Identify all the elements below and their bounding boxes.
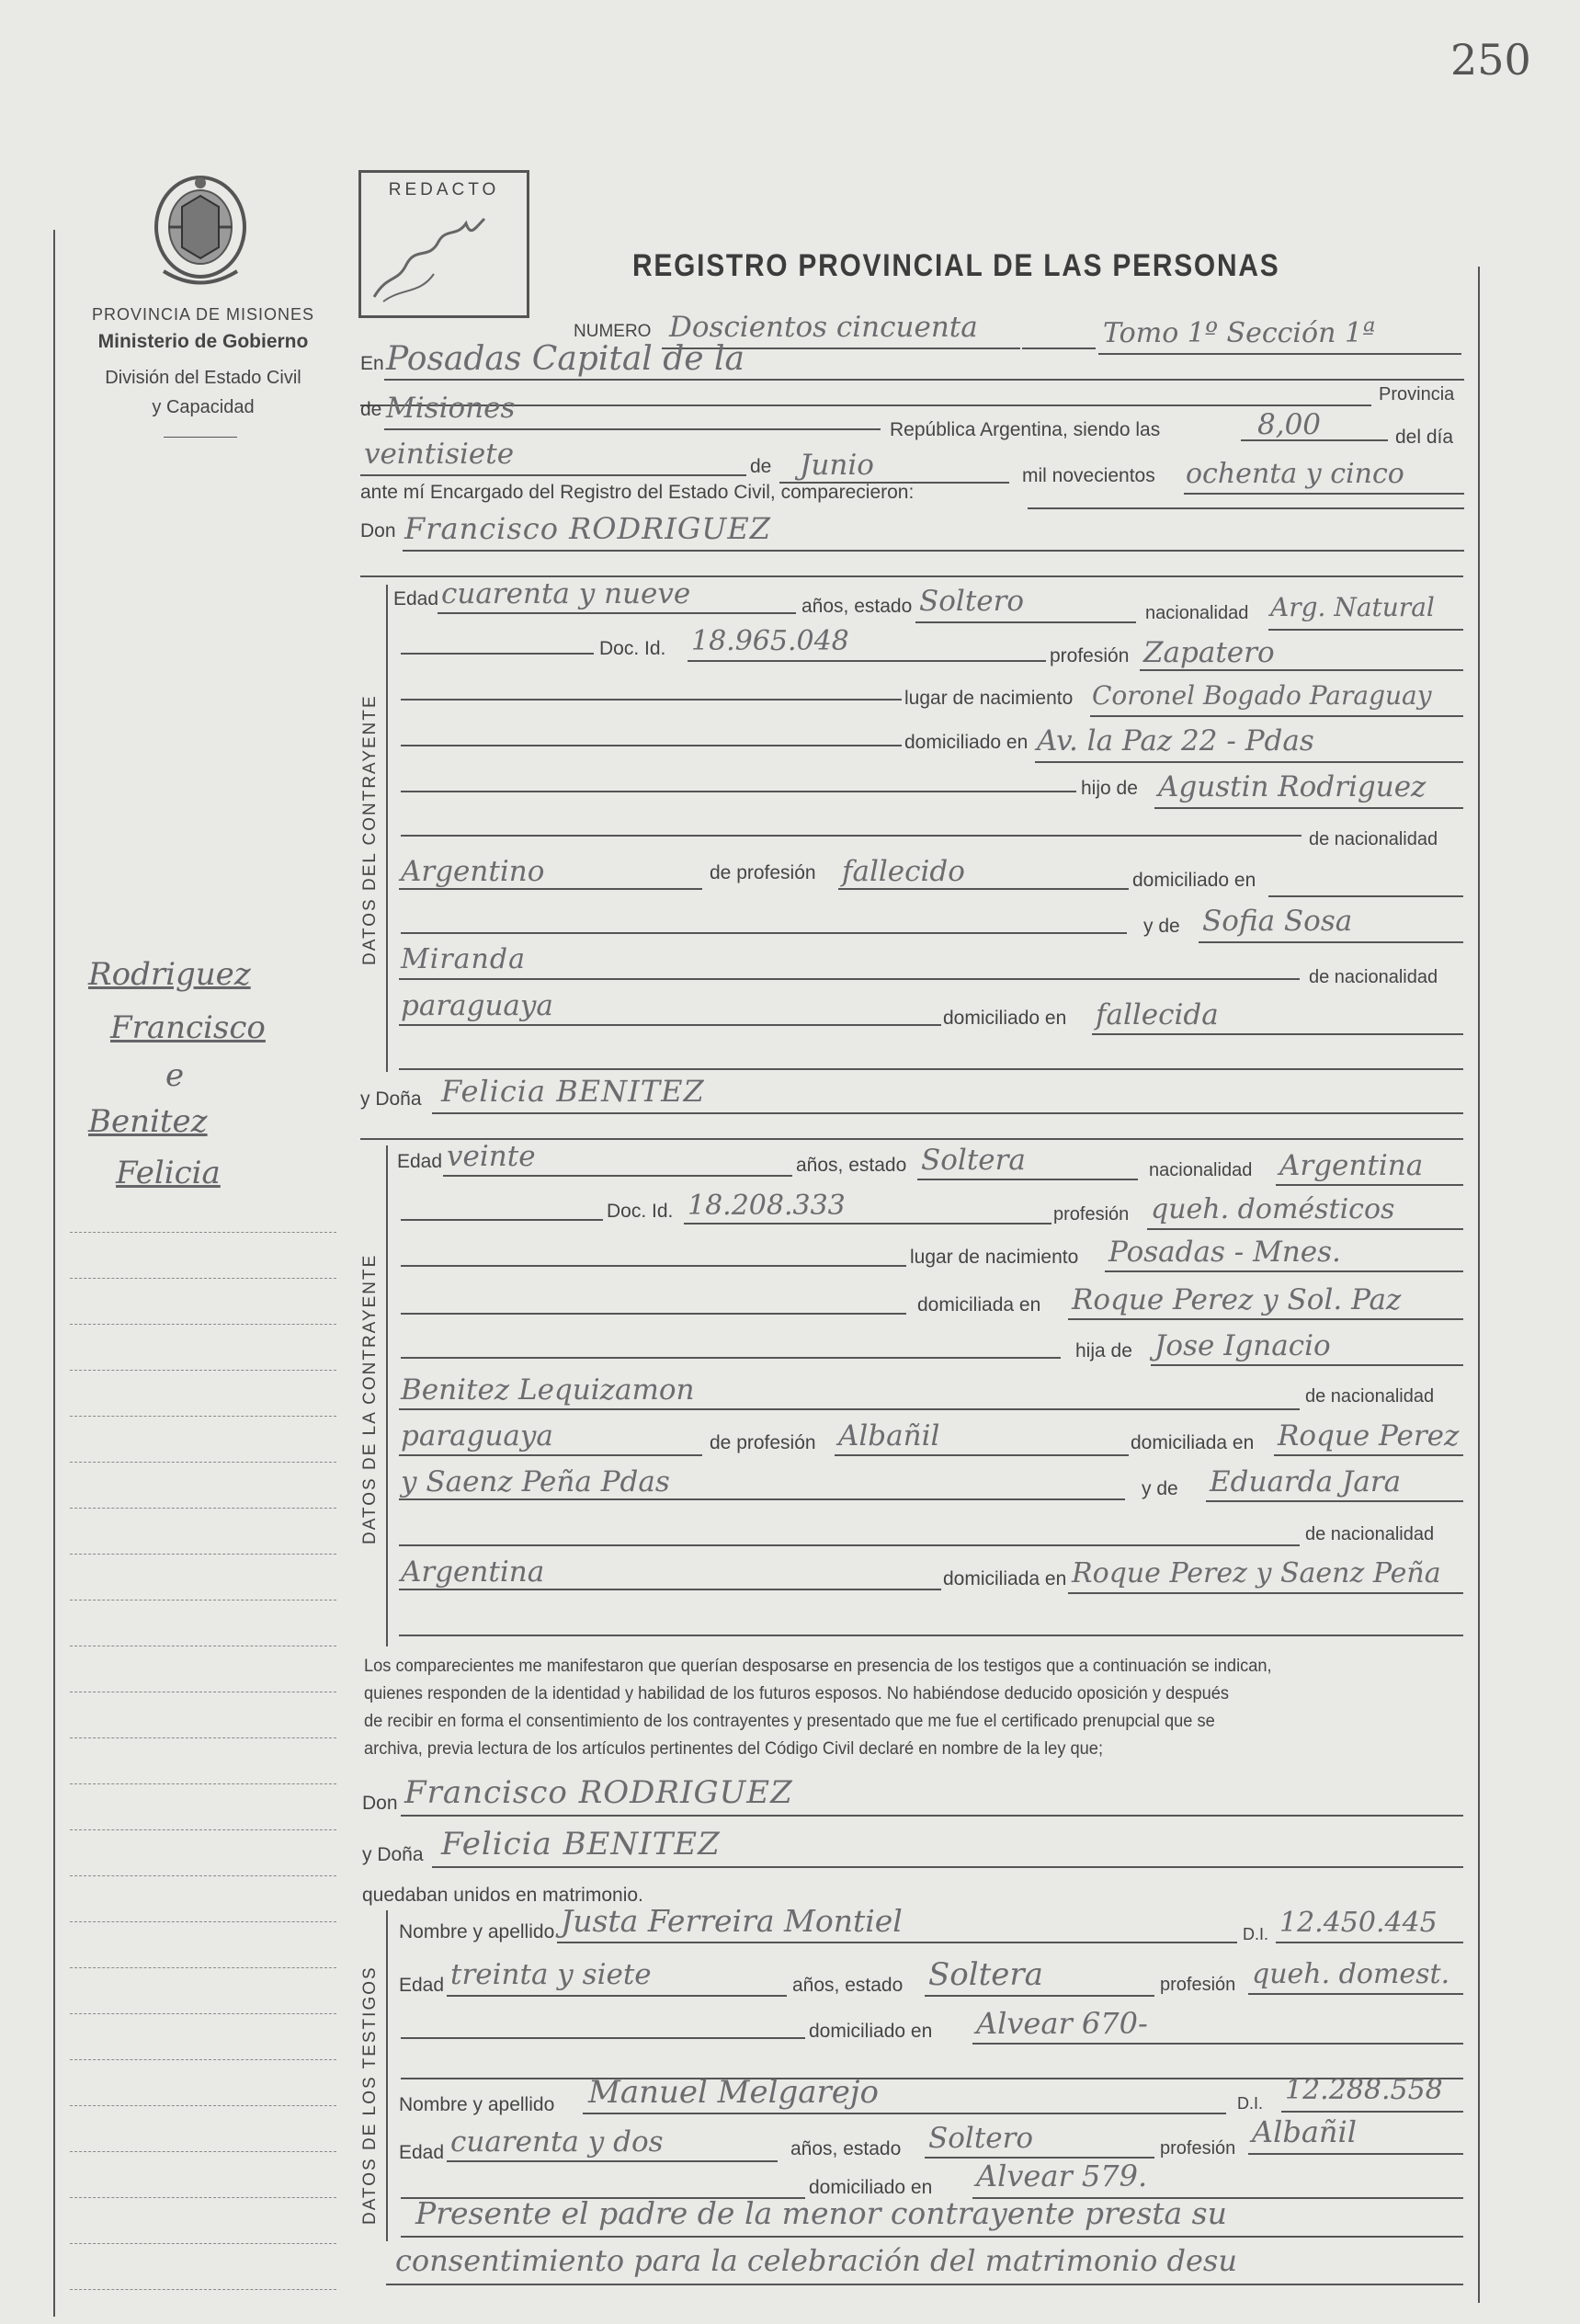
t1-edad-value: treinta y siete <box>450 1958 652 1991</box>
redacto-label: REDACTO <box>388 180 500 199</box>
t2-edad-label: Edad <box>399 2142 445 2163</box>
margin-note-line5: Felicia <box>116 1155 221 1191</box>
t2-estado-value: Soltero <box>928 2122 1034 2155</box>
f-padre-value2: Benitez Lequizamon <box>401 1373 695 1407</box>
provincia-label: Provincia <box>1379 384 1455 404</box>
c-hijo-label: hijo de <box>1081 778 1138 799</box>
decl-dona-label: y Doña <box>362 1844 424 1865</box>
c-estado-value: Soltero <box>919 585 1025 618</box>
f-de-profesion-label: de profesión <box>710 1432 816 1453</box>
f-de-nac2-label: de nacionalidad <box>1305 1524 1435 1544</box>
c-doc-value: 18.965.048 <box>691 625 849 657</box>
f-de-nac-label: de nacionalidad <box>1305 1386 1435 1407</box>
c-y-de-label: y de <box>1143 916 1180 937</box>
numero-value: Doscientos cincuenta <box>669 311 978 344</box>
declaration-line4: archiva, previa lectura de los artículos pertinentes del Código Civil declaré en nombre de la ley que; <box>364 1739 1104 1759</box>
contrayente-side-label: DATOS DEL CONTRAYENTE <box>360 694 380 965</box>
c-de-nac2-label: de nacionalidad <box>1309 967 1438 987</box>
t2-domicilio-value: Alvear 579. <box>976 2159 1148 2193</box>
c-domicilio-label: domiciliado en <box>904 732 1029 753</box>
t2-edad-value: cuarenta y dos <box>450 2125 664 2159</box>
c-anios-estado-label: años, estado <box>801 596 913 617</box>
f-domicilio-label: domiciliada en <box>917 1294 1041 1316</box>
t2-anios-estado-label: años, estado <box>790 2138 902 2159</box>
f-lugar-value: Posadas - Mnes. <box>1108 1236 1341 1269</box>
numero-label: NUMERO <box>574 322 652 341</box>
f-doc-label: Doc. Id. <box>607 1201 674 1222</box>
t1-nombre-value: Justa Ferreira Montiel <box>561 1903 903 1939</box>
f-nacionalidad-label: nacionalidad <box>1149 1160 1253 1180</box>
division-line1: División del Estado Civil <box>105 368 301 388</box>
margin-note-line4: Benitez <box>88 1103 208 1140</box>
f-profesion-label: profesión <box>1053 1204 1130 1225</box>
t2-profesion-label: profesión <box>1160 2138 1236 2159</box>
f-estado-value: Soltera <box>921 1144 1026 1177</box>
anio-value: ochenta y cinco <box>1186 458 1404 490</box>
final-note-line2: consentimiento para la celebración del matrimonio desu <box>395 2243 1237 2278</box>
f-edad-value: veinte <box>447 1140 536 1173</box>
don-label: Don <box>360 520 396 541</box>
tomo-value: Tomo 1º Sección 1ª <box>1103 317 1376 349</box>
c-madre-value2: Miranda <box>401 943 526 975</box>
t1-domicilio-value: Alvear 670- <box>976 2006 1148 2041</box>
f-domicilio-value: Roque Perez y Sol. Paz <box>1072 1283 1402 1316</box>
c-de-nac-label: de nacionalidad <box>1309 829 1438 849</box>
page-number: 250 <box>1450 35 1531 85</box>
don-value: Francisco RODRIGUEZ <box>404 511 771 546</box>
redacto-stamp <box>358 170 529 318</box>
c-domiciliado-en-label: domiciliado en <box>1132 870 1256 891</box>
f-nacionalidad-value: Argentina <box>1279 1149 1424 1182</box>
de-label: de <box>360 399 382 420</box>
c-domiciliado-en2-label: domiciliado en <box>943 1008 1067 1029</box>
declaration-line2: quienes responden de la identidad y habilidad de los futuros esposos. No habiéndose deducido oposición y después <box>364 1684 1230 1703</box>
f-padre-prof-value: Albañil <box>838 1419 940 1452</box>
t1-profesion-value: queh. domest. <box>1252 1958 1450 1990</box>
testigos-side-label: DATOS DE LOS TESTIGOS <box>360 1965 380 2225</box>
contrayente-section-border <box>386 585 388 1072</box>
en-label: En <box>360 353 384 374</box>
de-value: Misiones <box>386 392 516 425</box>
mil-novecientos-label: mil novecientos <box>1022 465 1155 486</box>
margin-note-line3: e <box>165 1057 185 1094</box>
declaration-line1: Los comparecientes me manifestaron que querían desposarse en presencia de los testigos que a continuación se indican, <box>364 1657 1272 1676</box>
contrayenta-side-label: DATOS DE LA CONTRAYENTE <box>360 1253 380 1544</box>
document-title: REGISTRO PROVINCIAL DE LAS PERSONAS <box>632 248 1280 283</box>
dona-value: Felicia BENITEZ <box>441 1074 705 1109</box>
t1-di-value: 12.450.445 <box>1279 1907 1438 1939</box>
t2-profesion-value: Albañil <box>1252 2114 1357 2149</box>
province-name: PROVINCIA DE MISIONES <box>91 305 315 324</box>
testigos-section-border <box>386 1910 388 2241</box>
f-padre-dom-value: Roque Perez <box>1278 1419 1460 1452</box>
t1-di-label: D.I. <box>1243 1925 1269 1943</box>
republica-label: República Argentina, siendo las <box>890 419 1161 440</box>
en-value: Posadas Capital de la <box>386 340 745 378</box>
f-domiciliada-en-label: domiciliada en <box>1131 1432 1255 1453</box>
f-madre-value: Eduarda Jara <box>1210 1465 1402 1498</box>
c-madre-value: Sofia Sosa <box>1202 905 1353 938</box>
t2-nombre-label: Nombre y apellido <box>399 2094 555 2115</box>
t1-nombre-label: Nombre y apellido <box>399 1921 555 1942</box>
f-padre-dom-value2: y Saenz Peña Pdas <box>401 1465 670 1498</box>
redacto-signature-icon <box>365 210 521 311</box>
f-hija-label: hija de <box>1075 1340 1132 1361</box>
f-domiciliada2-label: domiciliada en <box>943 1568 1067 1589</box>
margin-note-line1: Rodriguez <box>88 956 251 993</box>
c-madre-nac-value: paraguaya <box>401 989 553 1022</box>
c-padre-nac-value: Argentino <box>401 855 545 888</box>
c-edad-label: Edad <box>393 588 439 609</box>
margin-border <box>53 230 55 2317</box>
c-profesion-value: Zapatero <box>1143 636 1275 669</box>
c-lugar-value: Coronel Bogado Paraguay <box>1092 680 1432 711</box>
decl-dona-value: Felicia BENITEZ <box>441 1826 721 1863</box>
c-lugar-label: lugar de nacimiento <box>904 688 1074 709</box>
decl-don-label: Don <box>362 1793 398 1814</box>
c-doc-label: Doc. Id. <box>599 638 666 659</box>
ante-text: ante mí Encargado del Registro del Estado Civil, comparecieron: <box>360 482 915 503</box>
division-line2: y Capacidad <box>152 397 255 417</box>
f-madre-nac-value: Argentina <box>401 1555 545 1589</box>
t1-domicilio-label: domiciliado en <box>809 2021 933 2042</box>
dona-label: y Doña <box>360 1088 422 1110</box>
f-anios-estado-label: años, estado <box>796 1155 907 1176</box>
c-madre-dom-value: fallecida <box>1096 998 1219 1031</box>
f-padre-value: Jose Ignacio <box>1154 1329 1331 1362</box>
f-doc-value: 18.208.333 <box>688 1190 846 1222</box>
t1-edad-label: Edad <box>399 1975 445 1996</box>
t2-di-value: 12.288.558 <box>1285 2074 1443 2106</box>
c-de-profesion-label: de profesión <box>710 862 816 883</box>
f-profesion-value: queh. domésticos <box>1151 1193 1395 1225</box>
mes-value: Junio <box>800 449 874 482</box>
form-right-border <box>1478 267 1480 2303</box>
contrayenta-section-border <box>386 1145 388 1646</box>
c-nacionalidad-label: nacionalidad <box>1145 603 1249 623</box>
c-padre-value: Agustin Rodriguez <box>1158 770 1427 803</box>
c-domicilio-value: Av. la Paz 22 - Pdas <box>1037 724 1314 758</box>
t1-profesion-label: profesión <box>1160 1975 1236 1995</box>
c-padre-prof-value: fallecido <box>842 855 965 888</box>
final-note-line1: Presente el padre de la menor contrayente presta su <box>415 2195 1227 2231</box>
margin-note-line2: Francisco <box>110 1009 266 1046</box>
del-dia-label: del día <box>1395 427 1454 448</box>
f-edad-label: Edad <box>397 1151 443 1172</box>
ministry-name: Ministerio de Gobierno <box>97 331 309 352</box>
c-profesion-label: profesión <box>1050 645 1130 666</box>
t1-estado-value: Soltera <box>928 1956 1043 1993</box>
c-edad-value: cuarenta y nueve <box>441 577 691 610</box>
decl-don-value: Francisco RODRIGUEZ <box>404 1774 793 1811</box>
declaration-line3: de recibir en forma el consentimiento de los contrayentes y presentado que me fue el certificado prenupcial que se <box>364 1712 1215 1731</box>
hora-value: 8,00 <box>1257 408 1322 441</box>
f-y-de-label: y de <box>1142 1478 1178 1499</box>
t2-domicilio-label: domiciliado en <box>809 2177 933 2198</box>
c-nacionalidad-value: Arg. Natural <box>1270 592 1435 622</box>
t2-nombre-value: Manuel Melgarejo <box>588 2074 879 2111</box>
dia-value: veintisiete <box>364 438 515 471</box>
f-madre-dom-value: Roque Perez y Saenz Peña <box>1072 1557 1441 1589</box>
de2-label: de <box>750 456 772 477</box>
f-padre-nac-value: paraguaya <box>401 1419 553 1452</box>
t2-di-label: D.I. <box>1237 2094 1264 2113</box>
t1-anios-estado-label: años, estado <box>792 1975 904 1996</box>
f-lugar-label: lugar de nacimiento <box>910 1247 1079 1268</box>
coat-of-arms-seal-icon <box>145 170 256 294</box>
decl-unidos-text: quedaban unidos en matrimonio. <box>362 1885 643 1906</box>
division-underline <box>164 437 237 438</box>
